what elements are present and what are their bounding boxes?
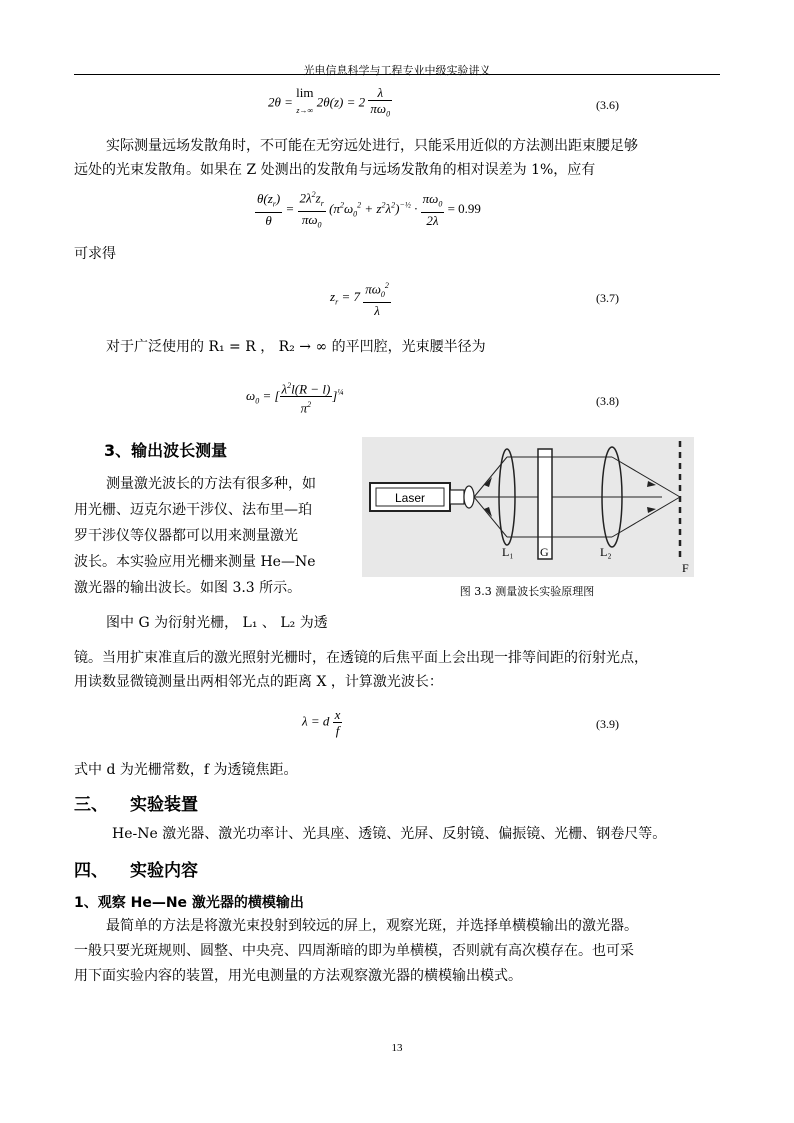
section-three-heading: 实验装置 [130,795,198,815]
equation-relative-error: $\frac{\theta(z_r)}{\theta}$ = $\frac{2\lambda^2z_r}{\pi\omega_0}$ $(\pi^2\omega_0^2 + z^2\lambda^2)^{-\frac{1}{2}}$ · $\frac{\pi\omega_0}{2\lambda}$ = 0.99 [255,187,481,233]
section-3-heading: 3、输出波长测量 [104,441,228,460]
figure-caption: 图 3.3 测量波长实验原理图 [459,585,595,598]
label-g: G [540,545,549,559]
paragraph-line: 最简单的方法是将激光束投射到较远的屏上，观察光斑，并选择单横模输出的激光器。 [106,918,638,934]
paragraph-line: 远处的光束发散角。如果在 Z 处测出的发散角与远场发散角的相对误差为 1%，应有 [74,162,596,178]
equation-3-7: $z_r = 7$ $\frac{\pi\omega_0^2}{\lambda}$ [330,278,391,318]
laser-label: Laser [394,491,426,505]
paragraph-line: 实际测量远场发散角时，不可能在无穷远处进行，只能采用近似的方法测出距束腰足够 [106,138,638,154]
beam-expander-lens [464,486,474,508]
paragraph-line: 用下面实验内容的装置，用光电测量的方法观察激光器的横模输出模式。 [74,968,522,984]
subsection-1-heading: 1、观察 He—Ne 激光器的横模输出 [74,895,304,911]
eq-number-3-7: (3.7) [596,291,619,305]
figure-3-3 [362,437,694,577]
eq-number-3-8: (3.8) [596,394,619,408]
paragraph-line: 可求得 [74,246,116,262]
header-rule [74,74,720,75]
equation-3-9: λ = d $\frac{x}{f}$ [302,707,341,738]
wrapped-line: 测量激光波长的方法有很多种，如 [106,476,316,492]
running-header: 光电信息科学与工程专业中级实验讲义 [303,64,491,77]
paragraph-line: 对于广泛使用的 R₁ = R ， R₂ → ∞ 的平凹腔，光束腰半径为 [106,339,486,355]
equipment-list: He-Ne 激光器、激光功率计、光具座、透镜、光屏、反射镜、偏振镜、光栅、钢卷尺等。 [112,826,667,842]
wrapped-line: 图中 G 为衍射光栅， L₁ 、 L₂ 为透 [106,615,328,631]
section-three-number: 三、 [74,795,108,815]
wrapped-line: 波长。本实验应用光栅来测量 He—Ne [74,554,316,570]
section-four-number: 四、 [74,861,108,881]
section-four-heading: 实验内容 [130,861,198,881]
paragraph-line: 用读数显微镜测量出两相邻光点的距离 X ，计算激光波长： [74,674,443,690]
label-f: F [682,561,689,575]
eq-number-3-6: (3.6) [596,98,619,112]
equation-3-8: $\omega_0$ = [ $\frac{\lambda^2l(R - l)}{\pi^2}$ ]$^{\frac{1}{4}}$ [246,378,343,416]
wrapped-line: 罗干涉仪等仪器都可以用来测量激光 [74,528,298,544]
grating-g [538,449,552,559]
laser-aperture [450,490,464,504]
paragraph-line: 一般只要光斑规则、圆整、中央亮、四周渐暗的即为单横模，否则就有高次模存在。也可采 [74,943,634,959]
eq-number-3-9: (3.9) [596,717,619,731]
equation-3-6: 2θ = lim z→∞ 2θ(z) = 2 $\frac{\lambda}{\pi\omega_0}$ [268,85,391,119]
label-l2: L₂ [600,545,612,559]
page-number: 13 [391,1042,403,1054]
paragraph-line: 式中 d 为光栅常数，f 为透镜焦距。 [74,762,298,778]
paragraph-line: 镜。当用扩束准直后的激光照射光栅时，在透镜的后焦平面上会出现一排等间距的衍射光点， [74,650,648,666]
wrapped-line: 用光栅、迈克尔逊干涉仪、法布里—珀 [74,502,312,518]
label-l1: L₁ [502,545,514,559]
wrapped-line: 激光器的输出波长。如图 3.3 所示。 [74,580,302,596]
